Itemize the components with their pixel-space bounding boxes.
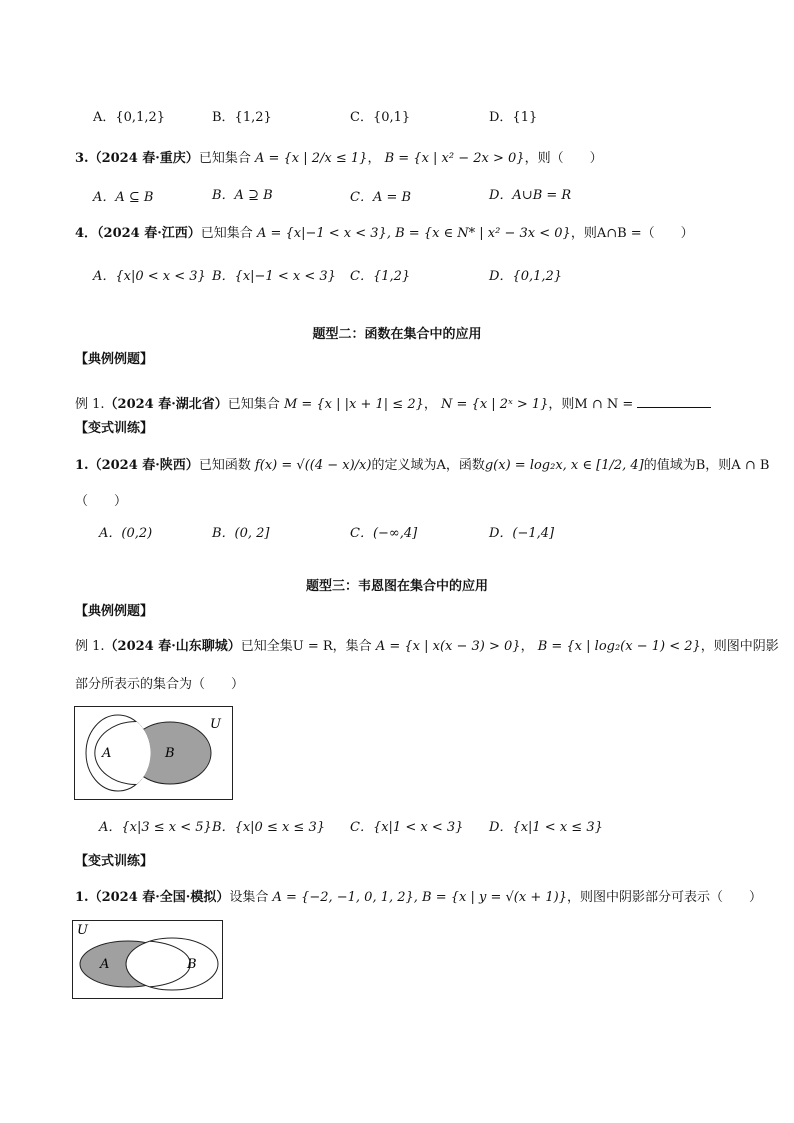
- q3-option-d: D．A∪B = R: [489, 188, 572, 203]
- s3-ex1-label: 例 1.: [75, 639, 105, 654]
- q2-option-a: A．{0,1,2}: [93, 110, 166, 125]
- q4-source: （2024 春·江西）: [97, 226, 201, 241]
- s3-ex1-option-a: A．{x|3 ≤ x < 5}: [99, 820, 212, 835]
- q4-text: 已知集合: [200, 226, 253, 241]
- q3-source: （2024 春·重庆）: [88, 151, 199, 166]
- q3-set-a: A = {x | 2/x ≤ 1}: [254, 151, 368, 166]
- s2-ex1-text: 已知集合: [227, 397, 280, 412]
- q3-text: 已知集合: [198, 151, 251, 166]
- section2-practice-heading: 【变式训练】: [75, 421, 154, 436]
- s3-ex1-line2: 部分所表示的集合为（ ）: [75, 677, 245, 692]
- s3-p1-source: （2024 春·全国·模拟）: [88, 890, 230, 905]
- venn2-label-a: A: [100, 957, 110, 972]
- s2-ex1-source: （2024 春·湖北省）: [104, 397, 228, 412]
- q4-option-d: D．{0,1,2}: [489, 269, 563, 284]
- s2-p1-function: f(x) = √((4 − x)/x): [254, 458, 372, 473]
- q3-set-b: B = {x | x² − 2x > 0}: [384, 151, 525, 166]
- venn-diagram-1: [74, 706, 234, 802]
- section2-example1: 例 1.（2024 春·湖北省）已知集合 M = {x | |x + 1| ≤ 2}， N = {x | 2ˣ > 1}，则M ∩ N =: [75, 395, 711, 413]
- s2-p1-text-c: 的值域为B，则A ∩ B: [643, 458, 770, 473]
- q4-option-a: A．{x|0 < x < 3}: [93, 269, 206, 284]
- s2-p1-number: 1.: [75, 458, 89, 473]
- q2-option-d: D．{1}: [489, 110, 538, 125]
- s3-ex1-option-b: B．{x|0 ≤ x ≤ 3}: [212, 820, 325, 835]
- section3-practice-heading: 【变式训练】: [75, 854, 154, 869]
- s3-ex1-text: 已知全集U = R，集合: [240, 639, 372, 654]
- q4-tail: ，则A∩B =（ ）: [570, 226, 694, 241]
- venn1-label-u: U: [210, 717, 221, 732]
- q2-option-b: B．{1,2}: [212, 110, 272, 125]
- s3-p1-sets: A = {−2, −1, 0, 1, 2}, B = {x | y = √(x + 1)}: [272, 890, 567, 905]
- venn1-label-b: B: [165, 746, 175, 761]
- s2-p1-text-b: 的定义域为A，函数: [371, 458, 485, 473]
- s3-ex1-set-a: A = {x | x(x − 3) > 0}: [375, 639, 521, 654]
- s2-p1-option-c: C．(−∞,4]: [350, 526, 418, 541]
- s3-ex1-source: （2024 春·山东聊城）: [104, 639, 241, 654]
- s2-ex1-label: 例 1.: [75, 397, 105, 412]
- venn2-label-u: U: [77, 923, 88, 938]
- s3-p1-number: 1.: [75, 890, 89, 905]
- section2-title: 题型二：函数在集合中的应用: [312, 327, 482, 342]
- venn-diagram-2: [72, 920, 224, 1000]
- q3-option-c: C．A = B: [350, 190, 412, 205]
- s3-ex1-set-b: B = {x | log₂(x − 1) < 2}: [537, 639, 701, 654]
- s2-p1-g: g(x) = log₂x, x ∈ [1/2, 4]: [484, 458, 644, 473]
- q4-sets: A = {x|−1 < x < 3}, B = {x ∈ N* | x² − 3x < 0}: [256, 226, 571, 241]
- s2-ex1-tail: ，则M ∩ N =: [548, 397, 634, 412]
- s3-p1-tail: ，则图中阴影部分可表示（ ）: [566, 890, 762, 905]
- s2-p1-option-b: B．(0, 2]: [212, 526, 270, 541]
- s2-p1-option-d: D．(−1,4]: [489, 526, 555, 541]
- venn2-label-b: B: [187, 957, 197, 972]
- section3-title: 题型三：韦恩图在集合中的应用: [305, 579, 488, 594]
- s3-ex1-option-d: D．{x|1 < x ≤ 3}: [489, 820, 603, 835]
- q2-option-c: C．{0,1}: [350, 110, 411, 125]
- section2-practice1: [75, 458, 769, 474]
- answer-blank[interactable]: [637, 395, 711, 408]
- s2-ex1-set-m: M = {x | |x + 1| ≤ 2}: [283, 397, 424, 412]
- s2-p1-option-a: A．(0,2): [99, 526, 153, 541]
- q3-tail: ，则（ ）: [524, 151, 603, 166]
- section3-example1: 例 1.（2024 春·山东聊城）已知全集U = R，集合 A = {x | x(x − 3) > 0}， B = {x | log₂(x − 1) < 2}，则图中阴影: [75, 639, 779, 654]
- section2-example-heading: 【典例例题】: [75, 352, 154, 367]
- q3-question: 3.（2024 春·重庆）已知集合 A = {x | 2/x ≤ 1}， B = {x | x² − 2x > 0}，则（ ）: [75, 151, 603, 166]
- s3-p1-text: 设集合: [229, 890, 269, 905]
- q4-option-c: C．{1,2}: [350, 269, 411, 284]
- s2-p1-text-a: 已知函数: [198, 458, 251, 473]
- venn1-label-a: A: [102, 746, 112, 761]
- s2-p1-paren: （ ）: [75, 494, 128, 509]
- s2-p1-source: （2024 春·陕西）: [88, 458, 199, 473]
- s3-ex1-option-c: C．{x|1 < x < 3}: [350, 820, 464, 835]
- section3-example-heading: 【典例例题】: [75, 604, 154, 619]
- q4-number: 4．: [75, 226, 98, 241]
- q3-option-b: B．A ⊇ B: [212, 188, 273, 203]
- s3-ex1-tail: ，则图中阴影: [700, 639, 779, 654]
- section3-practice1: [75, 890, 762, 906]
- q3-number: 3.: [75, 151, 89, 166]
- q3-option-a: A．A ⊆ B: [93, 190, 154, 205]
- q4-option-b: B．{x|−1 < x < 3}: [212, 269, 336, 284]
- s2-ex1-set-n: N = {x | 2ˣ > 1}: [441, 397, 549, 412]
- q4-question: [75, 226, 694, 242]
